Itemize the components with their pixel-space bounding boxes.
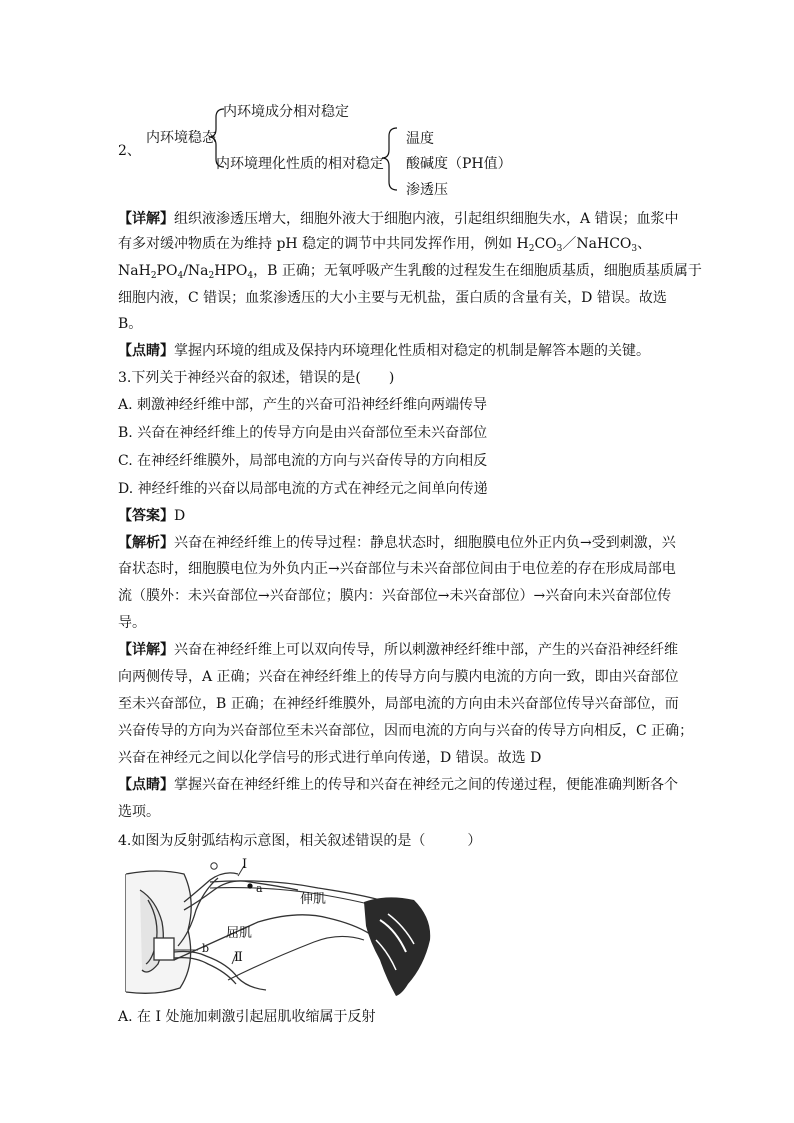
detail-text: HPO [214, 263, 248, 279]
q3-analysis-line1 [118, 534, 676, 552]
q3-analysis-line3: 流（膜外：未兴奋部位→兴奋部位；膜内：兴奋部位→未兴奋部位）→兴奋向未兴奋部位传 [118, 588, 672, 604]
detail-text: PO [156, 263, 178, 279]
subscript: 2 [150, 271, 157, 281]
subscript: 2 [528, 244, 535, 254]
tip-tag: 【点睛】 [118, 777, 174, 793]
subscript: 3 [631, 244, 638, 254]
detail-text: ／NaHCO [562, 236, 632, 252]
answer-value: D [174, 508, 186, 524]
q2-tip [118, 342, 650, 360]
analysis-tag: 【解析】 [118, 535, 174, 551]
q3-detail-line2: 向两侧传导，A 正确；兴奋在神经纤维上的传导方向与膜内电流的方向一致，即由兴奋部位 [118, 669, 679, 685]
q2-detail-line5: B。 [118, 316, 143, 332]
detail-text: ，B 正确；无氧呼吸产生乳酸的过程发生在细胞质基质，细胞质基质属于 [253, 263, 702, 279]
q2-detail-line4: 细胞内液，C 错误；血浆渗透压的大小主要与无机盐，蛋白质的含量有关，D 错误。故选 [118, 290, 667, 306]
q3-detail-line5: 兴奋在神经元之间以化学信号的形式进行单向传递，D 错误。故选 D [118, 750, 542, 766]
detail-tag: 【详解】 [118, 642, 174, 658]
q3-option-a: A. 刺激神经纤维中部，产生的兴奋可沿神经纤维向两端传导 [118, 397, 488, 413]
tip-text: 掌握兴奋在神经纤维上的传导和兴奋在神经元之间的传递过程，便能准确判断各个 [174, 777, 678, 793]
q3-detail-line1 [118, 641, 678, 659]
q4-stem: 4.如图为反射弧结构示意图，相关叙述错误的是（ ） [118, 833, 482, 849]
q2-detail-line2 [118, 235, 651, 253]
label-b: b [202, 942, 210, 955]
right-brace [375, 122, 405, 198]
q3-analysis-line2: 奋状态时，细胞膜电位为外负内正→兴奋部位与未兴奋部位间由于电位差的存在形成局部电 [118, 561, 676, 577]
q2-detail-line1 [118, 210, 679, 228]
diagram-item-osmotic: 渗透压 [406, 182, 448, 198]
detail-text: NaH [118, 263, 151, 279]
tip-tag: 【点睛】 [118, 343, 174, 359]
q3-option-c: C. 在神经纤维膜外，局部电流的方向与兴奋传导的方向相反 [118, 453, 488, 469]
q3-stem: 3.下列关于神经兴奋的叙述，错误的是( ) [118, 370, 395, 386]
q3-tip-line2: 选项。 [118, 804, 160, 820]
q3-option-b: B. 兴奋在神经纤维上的传导方向是由兴奋部位至未兴奋部位 [118, 425, 488, 441]
reflex-arc-figure [118, 857, 458, 1000]
diagram-branch2: 内环境理化性质的相对稳定 [216, 156, 384, 172]
diagram-item-temperature: 温度 [406, 131, 434, 147]
diagram-root: 内环境稳态 [146, 130, 216, 146]
diagram-branch1: 内环境成分相对稳定 [223, 104, 349, 120]
label-a: a [256, 882, 263, 895]
item-number: 2、 [118, 143, 141, 159]
label-flexor: 屈肌 [226, 926, 253, 941]
detail-tag: 【详解】 [118, 211, 174, 227]
label-I: Ⅰ [242, 857, 248, 872]
detail-text: CO [534, 236, 557, 252]
q3-tip-line1 [118, 776, 678, 794]
q3-answer [118, 507, 185, 525]
q4-option-a: A. 在 I 处施加刺激引起屈肌收缩属于反射 [118, 1009, 376, 1025]
answer-tag: 【答案】 [118, 508, 174, 524]
label-II: Ⅱ [234, 950, 243, 965]
detail-text: 兴奋在神经纤维上可以双向传导，所以刺激神经纤维中部，产生的兴奋沿神经纤维 [174, 642, 678, 658]
analysis-text: 兴奋在神经纤维上的传导过程：静息状态时，细胞膜电位外正内负→受到刺激，兴 [174, 535, 676, 551]
q3-detail-line4: 兴奋传导的方向为兴奋部位至未兴奋部位，因而电流的方向与兴奋的传导方向相反，C 正确； [118, 723, 694, 739]
q3-detail-line3: 至未兴奋部位，B 正确；在神经纤维膜外，局部电流的方向由未兴奋部位传导兴奋部位，而 [118, 696, 679, 712]
tip-text: 掌握内环境的组成及保持内环境理化性质相对稳定的机制是解答本题的关键。 [174, 343, 650, 359]
diagram-item-ph: 酸碱度（PH值） [406, 156, 512, 172]
subscript: 4 [177, 271, 184, 281]
detail-text: 组织液渗透压增大，细胞外液大于细胞内液，引起组织细胞失水，A 错误；血浆中 [174, 211, 679, 227]
detail-text: 有多对缓冲物质在为维持 pH 稳定的调节中共同发挥作用，例如 H [118, 236, 529, 252]
subscript: 3 [556, 244, 563, 254]
detail-text: 、 [637, 236, 652, 252]
q2-detail-line3 [118, 262, 702, 280]
label-extensor: 伸肌 [300, 892, 327, 907]
subscript: 4 [247, 271, 254, 281]
subscript: 2 [208, 271, 215, 281]
reflex-arc-diagram [118, 860, 458, 1000]
q3-analysis-line4: 导。 [118, 615, 146, 631]
detail-text: /Na [183, 263, 209, 279]
q3-option-d: D. 神经纤维的兴奋以局部电流的方式在神经元之间单向传递 [118, 481, 488, 497]
